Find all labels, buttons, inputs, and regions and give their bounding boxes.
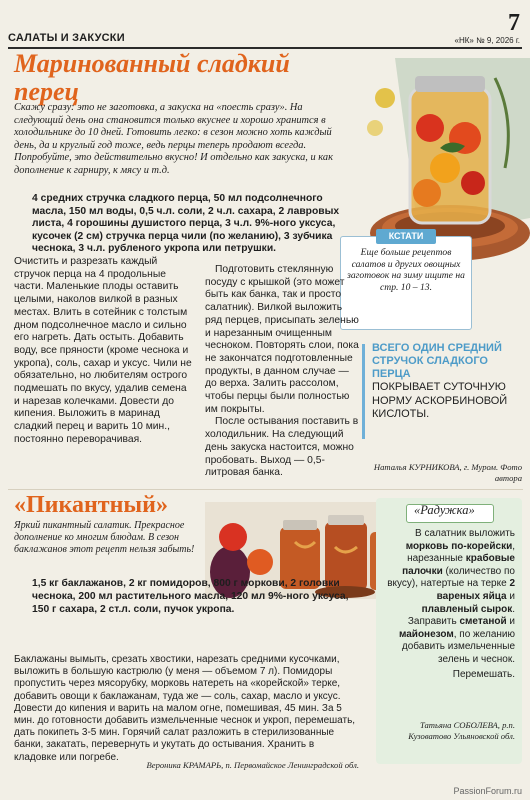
raduzhka-ingredient: плавленый сырок — [421, 603, 513, 615]
watermark: PassionForum.ru — [453, 786, 522, 796]
raduzhka-final-step: Перемешать. — [452, 668, 515, 680]
raduzhka-text: , по желанию добавить измельченные зелень и чеснок. — [401, 628, 515, 665]
fact-quote-head: ВСЕГО ОДИН СРЕДНИЙ СТРУЧОК СЛАДКОГО ПЕРЦА — [372, 342, 502, 380]
raduzhka-text: (количество по вкусу), натертые на терке — [387, 565, 515, 590]
raduzhka-ingredient: 2 вареных яйца — [436, 578, 515, 602]
page-number: 7 — [508, 10, 520, 36]
article2-intro: Яркий пикантный салатик. Прекрасное дополнение ко многим блюдам. В сезон баклажанов этот рецепт нельзя забыть! — [14, 520, 195, 556]
raduzhka-ingredient: сметаной — [459, 616, 507, 628]
article2-title: «Пикантный» — [14, 492, 168, 518]
article1-intro: Скажу сразу: это не заготовка, а закуска на «поесть сразу». На следующий день она становится только вкуснее и хорошо хранится в холодильнике до 10 дней. Готовить легко: в сезон можно хоть каждый день, да и круглый год тоже, ведь перцы теперь продают всегда. Попробуйте, это действительно вкусно! И отдельно как закуска, и как дополнение к гарниру, к мясу и т.д. — [14, 102, 333, 176]
raduzhka-author: Татьяна СОБОЛЕВА, р.п. Кузоватово Ульяновской обл. — [408, 720, 515, 741]
quote-bar — [362, 344, 365, 439]
article2-ingredients: 1,5 кг баклажанов, 2 кг помидоров, 800 г моркови, 2 головки чеснока, 200 мл растительного масла, 120 мл 9%-ного уксуса, 150 г сахара, 2 ст.л. соли, пучок укропа. — [32, 578, 349, 615]
article1-author: Наталья КУРНИКОВА, г. Муром. Фото автора — [373, 462, 522, 483]
fact-quote-body: ПОКРЫВАЕТ СУТОЧНУЮ НОРМУ АСКОРБИНОВОЙ КИСЛОТЫ. — [372, 381, 508, 421]
raduzhka-box — [376, 498, 522, 764]
raduzhka-title: «Радужка» — [414, 503, 475, 517]
raduzhka-text: В салатник выложить — [415, 528, 515, 539]
raduzhka-ingredient: морковь по-корейски — [405, 540, 513, 552]
issue-label: «НК» № 9, 2026 г. — [454, 36, 520, 45]
article1-title: Маринованный сладкий перец — [14, 49, 290, 106]
kstati-label: КСТАТИ — [376, 229, 436, 244]
raduzhka-text: . Заправить — [407, 603, 515, 628]
kstati-text: Еще больше рецептов салатов и других овощных заготовок на зиму ищите на стр. 10 – 13. — [347, 247, 465, 293]
raduzhka-text: и — [506, 590, 515, 602]
article1-steps-2: Подготовить стеклянную посуду с крышкой (это может быть как банка, так и просто салатник). Вилкой выложить ряд перцев, присыпать зеленью и нарезанным очищенным чесноком. Повторять слои, пока не закончатся подготовленные продукты, в данном случае — до верха. Залить рассолом, чтобы перцы были полностью им покрыты. — [205, 264, 359, 415]
article1-steps-3: После остывания поставить в холодильник. На следующий день закуска настоится, можно пробовать. Выход — 0,5-литровая банка. — [205, 416, 359, 479]
section-title: САЛАТЫ И ЗАКУСКИ — [8, 32, 125, 44]
article1-steps-1: Очистить и разрезать каждый стручок перца на 4 продольные части. Маленькие плоды оставить целыми, наколов вилкой в разных местах. Влить в сотейник с толстым дном подсолнечное масло и сильно его нагреть. Дать остыть. Добавить воду, все пряности (кроме чеснока и укропа), соль, сахар и уксус. Чили не обязательно, но любителям острого подмешать по вкусу, удалив семена и нарезав колечками. Довести до кипения. Выложить в маринад сладкий перец и варить 10 мин., постоянно переворачивая. — [14, 256, 192, 445]
article1-column1 — [14, 256, 194, 447]
raduzhka-ingredient: крабовые палочки — [402, 553, 515, 577]
article2-author: Вероника КРАМАРЬ, п. Первомайское Ленинградской обл. — [146, 760, 359, 770]
article1-ingredients: 4 средних стручка сладкого перца, 50 мл подсолнечного масла, 150 мл воды, 0,5 ч.л. соли, 2 ч.л. сахара, 2 лавровых листа, 4 горошины душистого перца, 3 ч.л. 9%-ного уксуса, кусочек (2 см) стручка перца чили (по желанию), 3 зубчика чеснока, 3 ч.л. рубленого укропа или петрушки. — [32, 193, 340, 255]
article1-column2 — [205, 264, 360, 480]
raduzhka-body — [382, 528, 515, 681]
section-divider — [8, 489, 523, 490]
raduzhka-text: и — [506, 616, 515, 628]
article2-body: Баклажаны вымыть, срезать хвостики, нарезать средними кусочками, выложить в большую кастрюлю (у меня — объемом 7 л). Помидоры пропустить через мясорубку, морковь натереть на «корейской» терке, добавить овощи к баклажанам, туда же — соль, сахар, масло и уксус. Довести до кипения и варить на малом огне, помешивая, 45 мин. За 5 мин. до готовности добавить измельченные чеснок и укроп, перемешать, дать покипеть 3-5 мин. Горячий салат разложить в стерилизованные банки, закатать, перевернуть и укутать до остывания. Хранить в кладовке или погребе. — [14, 654, 356, 763]
raduzhka-text: , нарезанные — [407, 540, 515, 565]
raduzhka-ingredient: майонезом — [398, 628, 454, 640]
